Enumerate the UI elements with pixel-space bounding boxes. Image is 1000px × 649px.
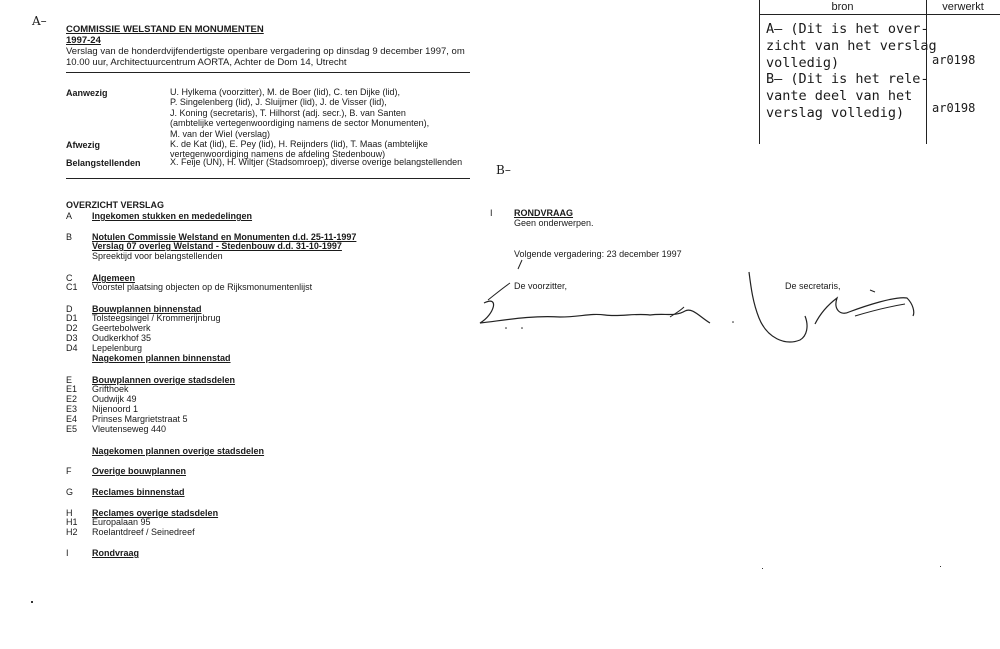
overview-row-text: Bouwplannen overige stadsdelen [92, 375, 236, 385]
header-divider [66, 72, 470, 73]
stamp-header-line [759, 14, 1000, 15]
overview-row-code: C1 [66, 282, 78, 292]
margin-mark-a: A– [32, 14, 47, 28]
stakeholders-list [170, 157, 480, 167]
rondvraag-text: Geen onderwerpen. [514, 218, 594, 228]
scan-speck [31, 601, 33, 603]
present-list [170, 87, 480, 139]
attendance-divider [66, 178, 470, 179]
overview-row-text: Verslag 07 overleg Welstand - Stedenbouw d.d. 31-10-1997 [92, 241, 342, 251]
overview-row-text: Reclames overige stadsdelen [92, 508, 219, 518]
overview-row-text: Spreektijd voor belangstellenden [92, 251, 223, 261]
present-line: P. Singelenberg (lid), J. Sluijmer (lid), J. de Visser (lid), [170, 97, 387, 108]
overview-row-code: C [66, 273, 73, 283]
scan-speck [940, 566, 941, 567]
secretary-label: De secretaris, [785, 281, 841, 291]
overview-row-text: Nagekomen plannen binnenstad [92, 353, 231, 363]
overview-row-text: Vleutenseweg 440 [92, 424, 167, 434]
present-line: (ambtelijke vertegenwoordiging namens de sector Monumenten), [170, 118, 430, 129]
overview-row-code: E1 [66, 384, 78, 394]
stakeholders-line: X. Feije (UN), H. Wiltjer (Stadsomroep), diverse overige belangstellenden [170, 157, 463, 167]
overview-row-code: H2 [66, 527, 78, 537]
overview-row-code: H1 [66, 517, 78, 527]
overview-row-text: Ingekomen stukken en mededelingen [92, 211, 253, 221]
overview-row-text: Voorstel plaatsing objecten op de Rijksmonumentenlijst [92, 282, 313, 292]
overview-row-code: D1 [66, 313, 78, 323]
stakeholders-label: Belangstellenden [66, 158, 141, 168]
overview-row-code: D [66, 304, 73, 314]
rondvraag-title: RONDVRAAG [514, 208, 574, 218]
chair-label: De voorzitter, [514, 281, 568, 291]
overview-row-text: Nagekomen plannen overige stadsdelen [92, 446, 265, 456]
absent-line: K. de Kat (lid), E. Pey (lid), H. Reijnders (lid), T. Maas (ambtelijke [170, 139, 428, 149]
stamp-col-source: bron [831, 1, 854, 13]
present-label: Aanwezig [66, 88, 108, 98]
chair-signature [470, 255, 760, 335]
stamp-entry-a: A– (Dit is het over- zicht van het verslag volledig) [766, 21, 937, 71]
overview-row-text: Grifthoek [92, 384, 129, 394]
overview-title: OVERZICHT VERSLAG [66, 200, 165, 210]
absent-line: vertegenwoordiging namens de afdeling Stedenbouw) [170, 149, 386, 160]
overview-row-code: D2 [66, 323, 78, 333]
next-meeting: Volgende vergadering: 23 december 1997 [514, 249, 682, 259]
present-line: M. van der Wiel (verslag) [170, 128, 271, 139]
overview-row-text: Algemeen [92, 273, 136, 283]
overview-row-code: I [66, 548, 69, 558]
overview-row-text: Europalaan 95 [92, 517, 151, 527]
overview-row-code: A [66, 211, 73, 221]
overview-row-code: E2 [66, 394, 78, 404]
overview-row-code: E5 [66, 424, 78, 434]
overview-row-code: E4 [66, 414, 78, 424]
stamp-col-processed: verwerkt [942, 1, 984, 13]
overview-row-code: D3 [66, 333, 78, 343]
overview-row-text: Overige bouwplannen [92, 466, 187, 476]
overview-row-text: Oudwijk 49 [92, 394, 137, 404]
overview-row-text: Nijenoord 1 [92, 404, 139, 414]
header-line-1: Verslag van de honderdvijfendertigste openbare vergadering op dinsdag 9 december 1997, om [66, 46, 465, 57]
stamp-left-border [759, 0, 760, 144]
absent-label: Afwezig [66, 140, 101, 150]
present-line: J. Koning (secretaris), T. Hilhorst (adj. secr.), B. van Santen [170, 107, 406, 118]
overview-row-code: B [66, 232, 73, 242]
stamp-entry-b: B– (Dit is het rele- vante deel van het verslag volledig) [766, 71, 929, 121]
overview-row-text: Rondvraag [92, 548, 140, 558]
margin-mark-b: B– [496, 163, 511, 177]
document-title: COMMISSIE WELSTAND EN MONUMENTEN [66, 24, 264, 35]
header-line-2: 10.00 uur, Architectuurcentrum AORTA, Achter de Dom 14, Utrecht [66, 57, 347, 68]
overview-row-text: Geertebolwerk [92, 323, 151, 333]
overview-row-code: E3 [66, 404, 78, 414]
overview-row-text: Roelantdreef / Seinedreef [92, 527, 195, 537]
document-header [66, 24, 465, 68]
secretary-signature [745, 268, 925, 353]
rondvraag-code: I [490, 208, 493, 218]
overview-row-text: Notulen Commissie Welstand en Monumenten d.d. 25-11-1997 [92, 232, 357, 242]
overview-row-text: Oudkerkhof 35 [92, 333, 152, 343]
stamp-entry-b-code: ar0198 [932, 101, 976, 115]
document-number: 1997-24 [66, 35, 101, 46]
overview-row-text: Reclames binnenstad [92, 487, 185, 497]
overview-row-text: Lepelenburg [92, 343, 143, 353]
scan-speck [762, 568, 763, 569]
overview-row-code: F [66, 466, 72, 476]
overview-row-text: Tolsteegsingel / Krommerijnbrug [92, 313, 221, 323]
overview-row-text: Bouwplannen binnenstad [92, 304, 202, 314]
stamp-entry-a-code: ar0198 [932, 53, 976, 67]
overview-row-code: G [66, 487, 74, 497]
overview-row-code: H [66, 508, 73, 518]
overview-row-text: Prinses Margrietstraat 5 [92, 414, 188, 424]
overview-row-code: E [66, 375, 73, 385]
overview-row-code: D4 [66, 343, 78, 353]
present-line: U. Hylkema (voorzitter), M. de Boer (lid), C. ten Dijke (lid), [170, 87, 401, 97]
